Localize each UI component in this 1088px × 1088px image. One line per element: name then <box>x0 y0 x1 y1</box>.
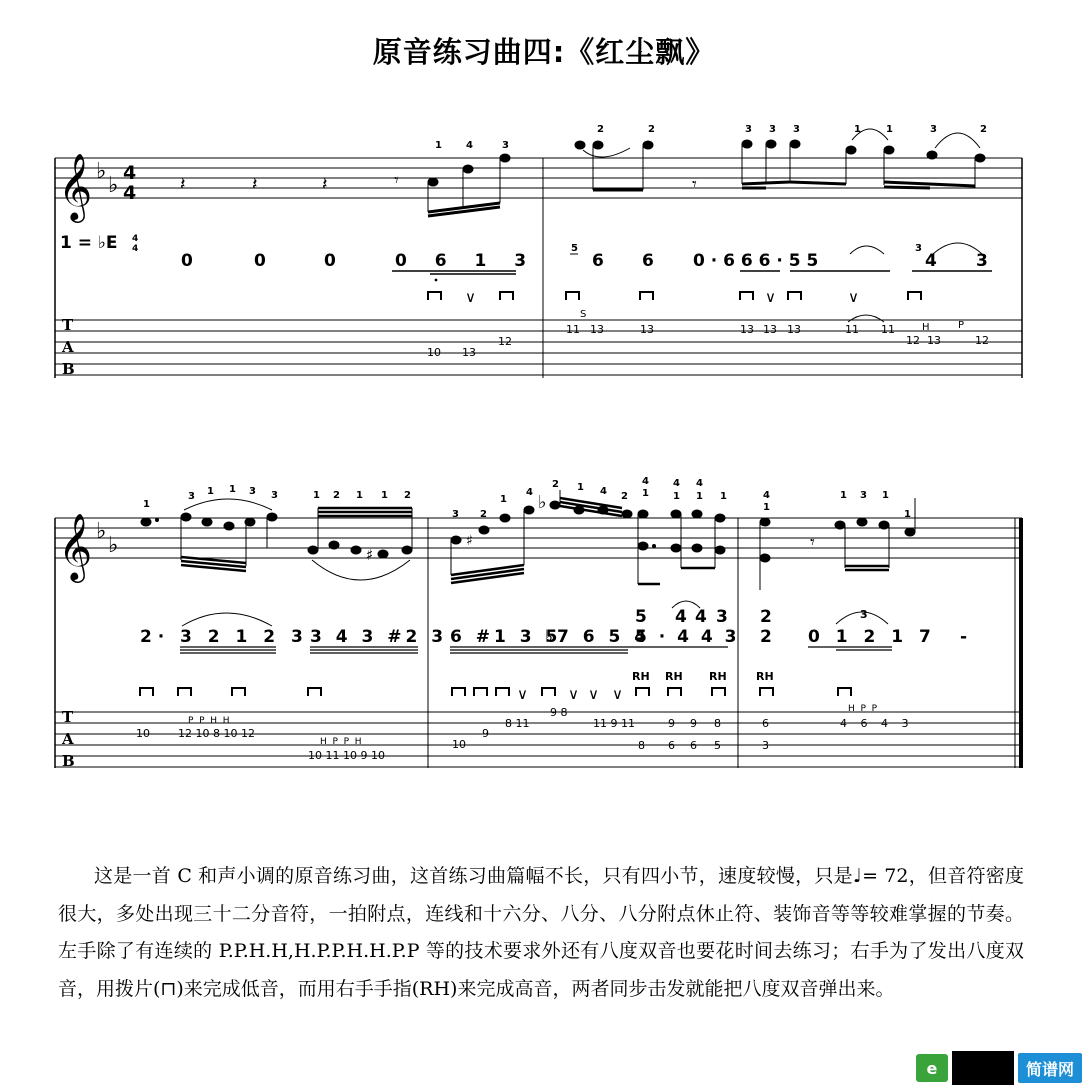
fingering: 4 <box>696 478 703 489</box>
fingering: 1 <box>577 482 584 493</box>
jianpu-note: 5 · 4 4 3 <box>635 627 740 647</box>
fingering: 2 <box>648 124 655 135</box>
tech-label: H P P <box>848 704 878 714</box>
quarter-rest-icon: 𝄽 <box>180 174 186 195</box>
fingering: 3 <box>249 486 256 497</box>
tab-number: 6 <box>668 739 675 752</box>
fingering: 1 <box>696 491 703 502</box>
jianpu-note: 0 · 6 6 6 · 5 5 <box>693 251 819 271</box>
treble-clef-icon: 𝄞 <box>58 152 93 220</box>
fingering: 3 <box>271 490 278 501</box>
tab-lines-1 <box>55 320 1022 375</box>
upstroke-icon: ∨ <box>612 685 623 703</box>
tab-number: 13 <box>590 323 604 336</box>
fingering: 4 <box>673 478 680 489</box>
fingering: 1 <box>313 490 320 501</box>
staff-lines-2 <box>55 518 1022 558</box>
tab-number: 8 11 <box>505 717 530 730</box>
watermark <box>916 1051 1082 1085</box>
jianpu-note: 6 <box>592 251 604 271</box>
fingering: 2 <box>597 124 604 135</box>
staff-lines-1 <box>55 158 1022 198</box>
note-group <box>428 154 510 216</box>
tab-number: 11 <box>845 323 859 336</box>
fingering: 1 <box>435 140 442 151</box>
tab-number: 13 <box>763 323 777 336</box>
jianpu-note: 6 #1 3 5 <box>450 627 562 647</box>
fingering: 3 <box>930 124 937 135</box>
fingering: 4 <box>466 140 473 151</box>
grace-jianpu: 3 <box>915 243 922 254</box>
upstroke-icon: ∨ <box>568 685 579 703</box>
fingering: 3 <box>452 509 459 520</box>
tab-number: 4 6 4 3 <box>840 717 914 730</box>
fingering: 1 <box>642 488 649 499</box>
fingering: 1 <box>143 499 150 510</box>
tab-number: 9 <box>668 717 675 730</box>
fingering: 3 <box>745 124 752 135</box>
tab-number: 10 <box>427 346 441 359</box>
fingering: 3 <box>502 140 509 151</box>
tab-number: 11 9 11 <box>593 717 635 730</box>
fingering: 1 <box>229 484 236 495</box>
fingering: 3 <box>793 124 800 135</box>
jianpu-note: 2 · <box>140 627 165 647</box>
tab-number: 13 <box>462 346 476 359</box>
jianpu-note: 0 6 1 3 <box>395 251 538 271</box>
upstroke-icon: ∨ <box>517 685 528 703</box>
tab-number: 13 <box>740 323 754 336</box>
jianpu-top: 2 <box>760 607 772 627</box>
key-time-num: 4 <box>132 234 139 244</box>
jianpu-top: 4 <box>675 607 687 627</box>
tab-number: 9 <box>690 717 697 730</box>
jianpu-note: 3 2 1 2 3 <box>180 627 308 647</box>
jianpu-note: 2 <box>760 627 772 647</box>
jianpu-note: 0 1 2 1 7 <box>808 627 936 647</box>
tab-number: 11 <box>566 323 580 336</box>
triplet-mark: 3 <box>860 608 868 621</box>
pull-label: P <box>958 320 965 331</box>
upstroke-icon: ∨ <box>848 288 859 306</box>
tab-number: 13 <box>927 334 941 347</box>
watermark-site-label: 简谱网 <box>1018 1053 1082 1083</box>
treble-clef-icon: 𝄞 <box>58 512 93 580</box>
fingering: 1 <box>763 502 770 513</box>
jianpu-note: - <box>960 627 968 647</box>
fingering: 1 <box>854 124 861 135</box>
tab-number: 5 <box>714 739 721 752</box>
fingering: 1 <box>720 491 727 502</box>
eighth-rest-icon: 𝄾 <box>692 174 697 195</box>
rh-label: RH <box>709 670 727 683</box>
tie-arc <box>935 133 980 148</box>
jianpu-note: 0 <box>181 251 193 271</box>
tab-number: 13 <box>787 323 801 336</box>
fingering: 1 <box>882 490 889 501</box>
tab-number: 12 <box>975 334 989 347</box>
tab-number: 9 <box>482 727 489 740</box>
jianpu-note: 0 <box>324 251 336 271</box>
system-1 <box>55 124 1022 378</box>
jianpu-note: ♭7 6 5 4 <box>545 627 651 647</box>
rh-label: RH <box>756 670 774 683</box>
pick-strokes <box>140 688 851 696</box>
tab-number: 8 <box>714 717 721 730</box>
tie-arc <box>583 148 630 157</box>
time-signature-den: 4 <box>123 182 137 204</box>
fingering: 1 <box>673 491 680 502</box>
sharp-icon: ♯ <box>466 533 473 549</box>
quarter-rest-icon: 𝄽 <box>252 174 258 195</box>
jianpu-note: 6 <box>642 251 654 271</box>
tab-number: 12 <box>906 334 920 347</box>
tab-number: 10 11 10 9 10 <box>308 749 385 762</box>
tab-number: 12 <box>498 335 512 348</box>
hammer-label: H <box>922 322 930 333</box>
sharp-icon: ♯ <box>366 546 374 564</box>
tab-clef-b: B <box>62 360 75 378</box>
tab-clef-b: B <box>62 752 75 770</box>
rh-label: RH <box>665 670 683 683</box>
fingering: 4 <box>763 490 770 501</box>
watermark-logo-icon: e <box>916 1054 948 1082</box>
page-title: 原音练习曲四:《红尘飘》 <box>372 35 716 69</box>
flat-icon: ♭ <box>108 173 119 198</box>
tab-number: 9 8 <box>550 706 568 719</box>
tab-number: 6 <box>690 739 697 752</box>
tab-number: 6 <box>762 717 769 730</box>
fingering: 3 <box>860 490 867 501</box>
fingering: 4 <box>526 487 533 498</box>
jianpu-note: 3 4 3 #2 3 <box>310 627 448 647</box>
fingering: 1 <box>381 490 388 501</box>
jianpu-note: 4 <box>925 251 937 271</box>
fingering: 4 <box>642 476 649 487</box>
eighth-rest-icon: 𝄾 <box>394 170 399 191</box>
fingering: 2 <box>980 124 987 135</box>
flat-icon: ♭ <box>96 159 107 184</box>
flat-icon: ♭ <box>108 533 119 558</box>
time-signature-num: 4 <box>123 162 137 184</box>
key-time-den: 4 <box>132 244 139 254</box>
tech-label: H P P H <box>320 737 362 747</box>
fingering: 2 <box>480 509 487 520</box>
grace-jianpu: 5 <box>571 243 578 254</box>
tab-number: 12 10 8 10 12 <box>178 727 255 740</box>
watermark-mask <box>952 1051 1014 1085</box>
tab-clef-t: T <box>62 316 74 334</box>
jianpu-note: 3 <box>976 251 988 271</box>
tab-number: 11 <box>881 323 895 336</box>
note-group <box>760 498 915 590</box>
fingering: 1 <box>904 509 911 520</box>
fingering: 2 <box>333 490 340 501</box>
fingering: 3 <box>188 491 195 502</box>
system-2 <box>55 476 1022 770</box>
fingering: 2 <box>621 491 628 502</box>
jianpu-top: 4 <box>695 607 707 627</box>
fingering: 1 <box>840 490 847 501</box>
flat-icon: ♭ <box>96 519 107 544</box>
rh-label: RH <box>632 670 650 683</box>
fingering: 3 <box>769 124 776 135</box>
jianpu-top: 5 <box>635 607 666 627</box>
tab-number: 3 <box>762 739 769 752</box>
note-group <box>575 140 985 190</box>
upstroke-icon: ∨ <box>765 288 776 306</box>
fingering: 1 <box>356 490 363 501</box>
tab-number: 8 <box>638 739 645 752</box>
flat-icon: ♭ <box>538 492 547 513</box>
fingering: 4 <box>600 486 607 497</box>
tab-number: 13 <box>640 323 654 336</box>
description-text: 这是一首 C 和声小调的原音练习曲，这首练习曲篇幅不长，只有四小节，速度较慢，只是♩= 72，但音符密度很大，多处出现三十二分音符，一拍附点，连线和十六分、八分、八分附点休止符、装饰音等等较难掌握的节奏。左手除了有连续的 P.P.H.H,H.P.P.H.H.P.P 等的技术要求外还有八度双音也要花时间去练习；右手为了发出八度双音，用拨片(⊓)来完成低音，而用右手手指(RH)来完成高音，两者同步击发就能把八度双音弹出来。 <box>58 865 1024 1000</box>
upstroke-icon: ∨ <box>588 685 599 703</box>
tab-clef-t: T <box>62 708 74 726</box>
tab-number: 10 <box>136 727 150 740</box>
fingering: 1 <box>207 486 214 497</box>
fingering: 2 <box>404 490 411 501</box>
key-label: 1 = ♭E <box>60 233 118 253</box>
tab-clef-a: A <box>62 338 74 356</box>
jianpu-note: 0 <box>254 251 266 271</box>
quarter-rest-icon: 𝄽 <box>322 174 328 195</box>
tab-number: 10 <box>452 738 466 751</box>
tab-clef-a: A <box>62 730 74 748</box>
fingering: 1 <box>886 124 893 135</box>
fingering: 2 <box>552 479 559 490</box>
fingering: 1 <box>500 494 507 505</box>
upstroke-icon: ∨ <box>465 288 476 306</box>
tech-label: P P H H <box>188 716 230 726</box>
eighth-rest-icon: 𝄾 <box>810 532 815 553</box>
slide-label: S <box>580 309 587 320</box>
jianpu-top: 3 <box>716 607 728 627</box>
description <box>58 858 1024 1008</box>
note-group <box>451 490 725 584</box>
